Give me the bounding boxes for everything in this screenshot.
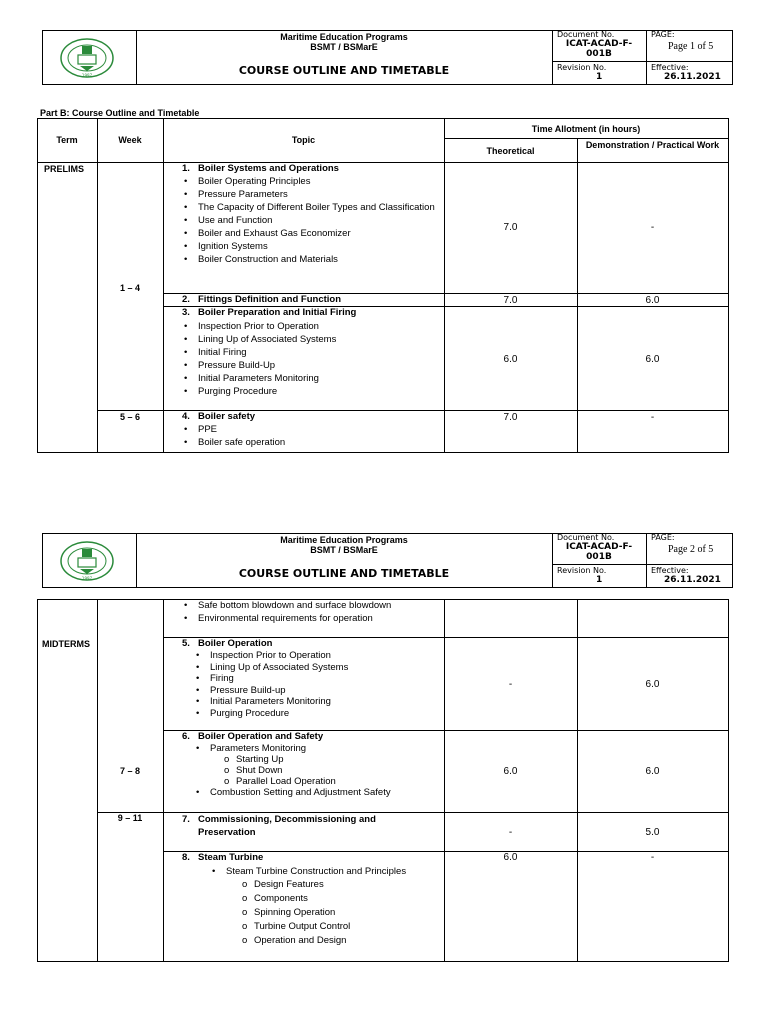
doc-no-label: Document No. <box>557 533 615 542</box>
list-item: • Boiler and Exhaust Gas Economizer <box>164 227 440 240</box>
revision-label: Revision No. <box>557 566 607 575</box>
list-item: • Inspection Prior to Operation <box>164 650 444 662</box>
list-item: • Lining Up of Associated Systems <box>164 662 444 674</box>
week-7-8: 7 – 8 <box>119 766 141 776</box>
list-item: • Pressure Parameters <box>164 188 440 201</box>
program-name: Maritime Education Programs <box>280 32 408 42</box>
list-item: • Firing <box>164 673 444 685</box>
list-item: • Inspection Prior to Operation <box>164 320 444 333</box>
topic-7 <box>164 813 412 839</box>
page-number: Page 2 of 5 <box>668 544 714 555</box>
topic-7-theoretical: - <box>508 827 513 838</box>
week-9-11: 9 – 11 <box>117 813 143 823</box>
sub-item: o Shut Down <box>164 765 444 776</box>
topic-6-practical: 6.0 <box>645 766 660 777</box>
logo-year: 1997 <box>81 576 93 581</box>
topic-7-number: 7. <box>182 814 190 825</box>
topic-5-number: 5. <box>182 638 190 649</box>
revision-label: Revision No. <box>557 63 607 72</box>
topic-8 <box>164 852 444 948</box>
part-title: Part B: Course Outline and Timetable <box>40 108 200 118</box>
logo-year: 1997 <box>81 73 93 78</box>
effective-label: Effective: <box>651 566 689 575</box>
col-topic: Topic <box>291 135 316 145</box>
sub-item: o Turbine Output Control <box>164 920 444 934</box>
list-item: • Purging Procedure <box>164 708 444 720</box>
list-item: • Steam Turbine Construction and Principles <box>164 865 444 878</box>
topic-2-practical: 6.0 <box>645 295 660 306</box>
sub-item: o Design Features <box>164 878 444 892</box>
topic-2-theoretical: 7.0 <box>503 295 518 306</box>
col-time-allotment: Time Allotment (in hours) <box>531 124 641 134</box>
col-practical: Demonstration / Practical Work <box>585 140 720 150</box>
topic-3-theoretical: 6.0 <box>503 354 518 365</box>
topic-2-number: 2. <box>182 294 190 305</box>
topic-1-title: Boiler Systems and Operations <box>198 163 339 174</box>
sub-item: o Components <box>164 892 444 906</box>
doc-no: ICAT-ACAD-F-001B <box>565 39 633 59</box>
document-title: COURSE OUTLINE AND TIMETABLE <box>238 64 450 77</box>
topic-8-number: 8. <box>182 852 190 863</box>
topic-3-practical: 6.0 <box>645 354 660 365</box>
doc-no-label: Document No. <box>557 30 615 39</box>
list-item: • Purging Procedure <box>164 385 444 398</box>
effective-date: 26.11.2021 <box>664 72 721 82</box>
list-item: • Lining Up of Associated Systems <box>164 333 444 346</box>
topic-7-title: Commissioning, Decommissioning and Preservation <box>198 814 376 838</box>
list-item: • Initial Firing <box>164 346 444 359</box>
topic-6-number: 6. <box>182 731 190 742</box>
topic-4-title: Boiler safety <box>198 411 256 422</box>
list-item: • Use and Function <box>164 214 440 227</box>
sub-item: o Starting Up <box>164 754 444 765</box>
topic-8-practical: - <box>650 852 655 863</box>
effective-label: Effective: <box>651 63 689 72</box>
topic-2-title: Fittings Definition and Function <box>198 294 342 305</box>
revision-no: 1 <box>596 575 603 585</box>
topic-7-practical: 5.0 <box>645 827 660 838</box>
list-item: • Pressure Build-Up <box>164 359 444 372</box>
topic-4-continued <box>164 599 444 625</box>
term-midterms: MIDTERMS <box>42 639 90 649</box>
course-name: BSMT / BSMarE <box>310 545 378 555</box>
doc-no: ICAT-ACAD-F-001B <box>565 542 633 562</box>
document-title: COURSE OUTLINE AND TIMETABLE <box>238 567 450 580</box>
col-term: Term <box>56 135 78 145</box>
list-item: • PPE <box>164 423 444 436</box>
page-label: PAGE: <box>651 533 675 542</box>
sub-item: o Operation and Design <box>164 934 444 948</box>
topic-6 <box>164 731 444 799</box>
topic-4-theoretical: 7.0 <box>503 412 518 423</box>
topic-1-number: 1. <box>182 163 190 174</box>
topic-5-title: Boiler Operation <box>198 638 273 649</box>
topic-6-theoretical: 6.0 <box>503 766 518 777</box>
list-item: • Pressure Build-up <box>164 685 444 697</box>
topic-8-theoretical: 6.0 <box>503 852 518 863</box>
topic-1-theoretical: 7.0 <box>503 222 518 233</box>
list-item: • Environmental requirements for operation <box>164 612 444 625</box>
topic-8-title: Steam Turbine <box>198 852 264 863</box>
page-number: Page 1 of 5 <box>668 41 714 52</box>
term-prelims: PRELIMS <box>44 164 85 174</box>
list-item: • Ignition Systems <box>164 240 440 253</box>
topic-4-practical: - <box>650 412 655 423</box>
topic-6-title: Boiler Operation and Safety <box>198 731 324 742</box>
list-item: • Parameters Monitoring <box>164 743 444 754</box>
week-1-4: 1 – 4 <box>119 283 141 293</box>
sub-item: o Spinning Operation <box>164 906 444 920</box>
list-item: • Boiler Operating Principles <box>164 175 440 188</box>
course-name: BSMT / BSMarE <box>310 42 378 52</box>
effective-date: 26.11.2021 <box>664 575 721 585</box>
topic-1-practical: - <box>650 222 655 233</box>
list-item: • The Capacity of Different Boiler Types and Classification <box>164 201 440 214</box>
list-item: • Boiler Construction and Materials <box>164 253 440 266</box>
list-item: • Combustion Setting and Adjustment Safety <box>164 787 444 799</box>
topic-5-theoretical: - <box>508 679 513 690</box>
revision-no: 1 <box>596 72 603 82</box>
page-label: PAGE: <box>651 30 675 39</box>
col-theoretical: Theoretical <box>486 146 535 156</box>
list-item: • Initial Parameters Monitoring <box>164 696 444 708</box>
list-item: • Boiler safe operation <box>164 436 444 449</box>
list-item: • Safe bottom blowdown and surface blowdown <box>164 599 444 612</box>
topic-4-number: 4. <box>182 411 190 422</box>
list-item: • Initial Parameters Monitoring <box>164 372 444 385</box>
topic-3-title: Boiler Preparation and Initial Firing <box>198 307 357 318</box>
program-name: Maritime Education Programs <box>280 535 408 545</box>
week-5-6: 5 – 6 <box>119 412 141 422</box>
col-week: Week <box>118 135 142 145</box>
topic-5-practical: 6.0 <box>645 679 660 690</box>
topic-5 <box>164 638 444 719</box>
topic-3-number: 3. <box>182 307 190 318</box>
sub-item: o Parallel Load Operation <box>164 776 444 787</box>
